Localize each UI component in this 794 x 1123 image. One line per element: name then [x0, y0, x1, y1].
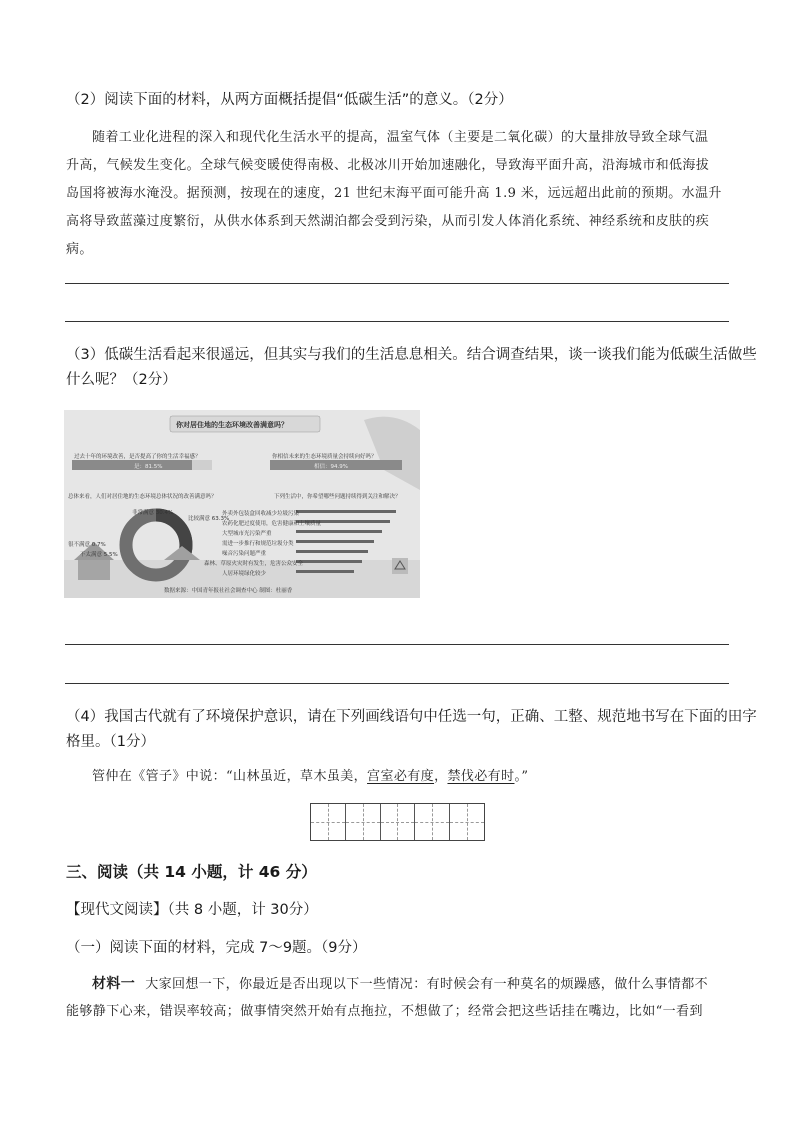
chart-item: 人居环境绿化较少 — [222, 571, 267, 577]
q2-material-line: 岛国将被海水淹没。据预测，按现在的速度，21 世纪末海平面可能升高 1.9 米，远远超出此前的预期。水温升 — [66, 186, 722, 201]
survey-chart-image — [64, 410, 420, 598]
chart-item: 大型城市光污染严重 — [222, 531, 272, 537]
quote-end: 。” — [514, 769, 529, 784]
donut-label: 比较满意 63.3% — [188, 516, 230, 522]
quote-separator: ， — [434, 769, 448, 784]
chart-item: 森林、草原火灾时有发生，危害公众安全 — [204, 561, 304, 567]
chart-bar-left-label: 是：81.5% — [134, 464, 163, 470]
section-heading: 三、阅读（共 14 小题，计 46 分） — [66, 863, 317, 881]
chart-question-left: 过去十年的环境改善，是否提高了你的生活幸福感？ — [74, 454, 201, 460]
chart-bar-right-label: 相信：94.9% — [314, 464, 348, 470]
q2-material-line: 高将导致蓝藻过度繁衍，从供水体系到天然湖泊都会受到污染，从而引发人体消化系统、神经系统和皮肤的疾 — [66, 214, 710, 229]
chart-item: 农药化肥过度使用，危害健康和土壤质量 — [222, 521, 322, 527]
grid-cell[interactable] — [450, 804, 484, 840]
q3-prompt-line1: （3）低碳生活看起来很遥远，但其实与我们的生活息息相关。结合调查结果，谈一谈我们能为低碳生活做些 — [66, 347, 757, 363]
q2-prompt: （2）阅读下面的材料，从两方面概括提倡“低碳生活”的意义。（2分） — [66, 92, 513, 108]
q2-material — [66, 124, 746, 264]
material-one-text: 大家回想一下，你最近是否出现以下一些情况：有时候会有一种莫名的烦躁感，做什么事情都不 — [145, 977, 709, 992]
q3-prompt-line2: 什么呢？（2分） — [66, 372, 177, 388]
donut-label: 不太满意 5.5% — [80, 552, 118, 558]
q2-material-line: 病。 — [66, 242, 93, 257]
part-one-heading: （一）阅读下面的材料，完成 7～9题。（9分） — [66, 940, 367, 956]
q4-prompt-line1: （4）我国古代就有了环境保护意识，请在下列画线语句中任选一句，正确、工整、规范地书写在下面的田字 — [66, 709, 757, 725]
grid-cell[interactable] — [381, 804, 416, 840]
quote-text: 管仲在《管子》中说：“山林虽近，草木虽美， — [92, 769, 368, 784]
grid-cell[interactable] — [346, 804, 381, 840]
material-one-label: 材料一 — [92, 976, 136, 992]
q2-material-line: 随着工业化进程的深入和现代化生活水平的提高，温室气体（主要是二氧化碳）的大量排放导致全球气温 — [92, 130, 709, 145]
chart-source: 数据来源：中国青年报社社会调查中心 制图：杜丽香 — [164, 588, 293, 594]
chart-item: 需进一步推行和规范垃圾分类 — [222, 541, 294, 547]
donut-label: 很不满意 0.7% — [68, 542, 106, 548]
chart-question-right: 你相信未来的生态环境质量会持续向好吗？ — [272, 454, 377, 460]
chart-item: 外卖外包装盒回收减少垃圾污染 — [222, 511, 300, 517]
q4-prompt-line2: 格里。（1分） — [66, 734, 155, 750]
grid-cell[interactable] — [415, 804, 450, 840]
q3-answer-line-2[interactable] — [65, 683, 729, 684]
q3-answer-line-1[interactable] — [65, 644, 729, 645]
q2-answer-line-1[interactable] — [65, 283, 729, 284]
q4-quote — [92, 763, 528, 791]
material-one-line2: 能够静下心来，错误率较高；做事情突然开始有点拖拉，不想做了；经常会把这些话挂在嘴边，比如“一看到 — [66, 1004, 703, 1019]
grid-cell[interactable] — [311, 804, 346, 840]
chart-question-overall: 总体来看，人们对居住地的生态环境总体状况的改善满意吗？ — [68, 494, 217, 500]
q2-material-line: 升高，气候发生变化。全球气候变暖使得南极、北极冰川开始加速融化，导致海平面升高，沿海城市和低海拔 — [66, 158, 710, 173]
quote-underlined-1: 宫室必有度 — [367, 769, 435, 784]
material-one-line1 — [92, 970, 708, 999]
tianzige-writing-grid[interactable] — [310, 803, 485, 841]
chart-item: 噪音污染问题严重 — [222, 551, 267, 557]
chart-title: 你对居住地的生态环境改善满意吗？ — [176, 421, 288, 429]
q2-answer-line-2[interactable] — [65, 321, 729, 322]
chart-question-focus: 下列生活中，你希望哪些问题持续得到关注和解决？ — [274, 494, 401, 500]
modern-reading-heading: 【现代文阅读】（共 8 小题，计 30分） — [66, 902, 318, 918]
donut-label: 非常满意 30.4% — [132, 510, 174, 516]
quote-underlined-2: 禁伐必有时 — [447, 769, 515, 784]
